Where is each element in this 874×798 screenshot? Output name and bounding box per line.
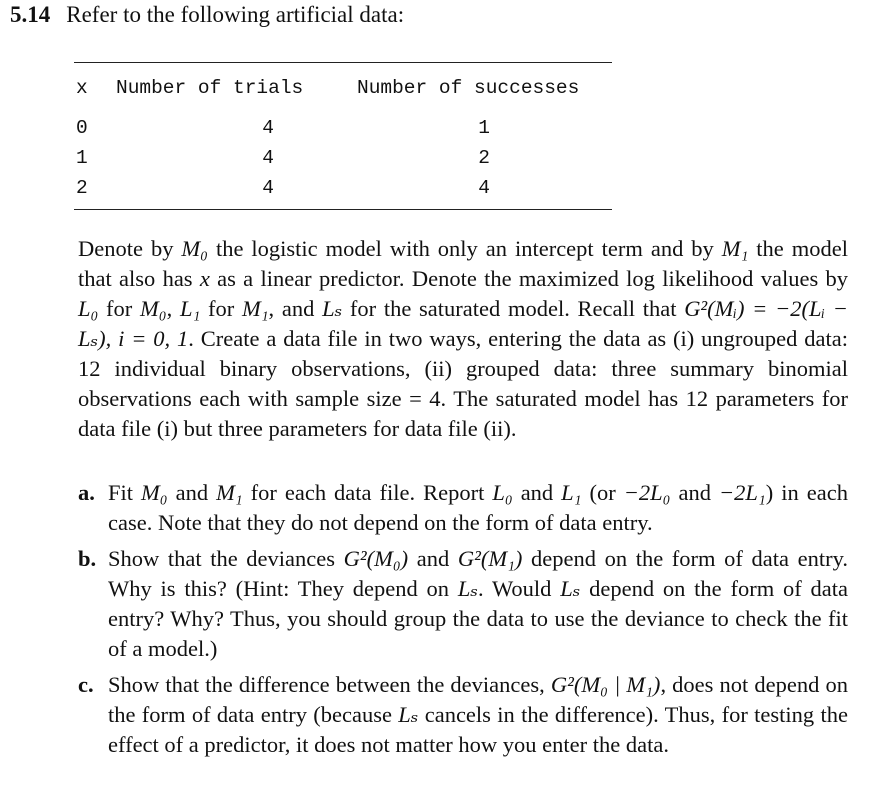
item-label: c. <box>78 672 94 697</box>
table-bottom-rule <box>74 209 612 210</box>
table-row <box>74 143 612 173</box>
col-header-successes: Number of successes <box>357 77 580 99</box>
math-M1: M₁ <box>721 236 749 261</box>
math-M0: M₀ <box>140 296 167 321</box>
question-item-a: a. Fit M₀ and M₁ for each data file. Report L₀ and L₁ (or −2L₀ and −2L₁) in each case. Note that they do not depend on the form of data entry. <box>78 478 848 538</box>
math-M1: M₁ <box>241 296 269 321</box>
math-L0: L₀ <box>78 296 99 321</box>
cell-x: 1 <box>76 147 88 169</box>
math-L1: L₁ <box>179 296 201 321</box>
cell-trials: 4 <box>262 177 274 199</box>
cell-successes: 2 <box>478 147 490 169</box>
table-header-row <box>74 73 612 101</box>
question-items <box>78 478 848 766</box>
table-top-rule <box>74 62 612 63</box>
problem-paragraph: Denote by M₀ the logistic model with only an intercept term and by M₁ the model that also has x as a linear predictor. Denote the maximized log likelihood values by L₀ for M₀, L₁ for M₁, and Lₛ for the saturated model. Recall that G²(Mᵢ) = −2(Lᵢ − Lₛ), i = 0, 1. Create a data file in two ways, entering the data as (i) ungrouped data: 12 individual binary observations, (ii) grouped data: three summary binomial observations each with sample size = 4. The saturated model has 12 parameters for data file (i) but three parameters for data file (ii). <box>78 236 848 441</box>
col-header-x: x <box>76 77 88 99</box>
item-label: a. <box>78 480 95 505</box>
question-item-b: b. Show that the deviances G²(M₀) and G²(M₁) depend on the form of data entry. Why is this? (Hint: They depend on Lₛ. Would Lₛ depend on the form of data entry? Why? Thus, you should group the data to use the deviance to check the fit of a model.) <box>78 544 848 664</box>
math-Ls: Lₛ <box>322 296 343 321</box>
exercise-number: 5.14 <box>10 2 51 27</box>
cell-trials: 4 <box>262 117 274 139</box>
cell-x: 0 <box>76 117 88 139</box>
col-header-trials: Number of trials <box>116 77 304 99</box>
cell-successes: 1 <box>478 117 490 139</box>
cell-x: 2 <box>76 177 88 199</box>
table-row <box>74 173 612 203</box>
data-table <box>74 62 612 210</box>
exercise-heading <box>10 0 404 30</box>
cell-successes: 4 <box>478 177 490 199</box>
question-item-c: c. Show that the difference between the deviances, G²(M₀ | M₁), does not depend on the form of data entry (because Lₛ cancels in the difference). Thus, for testing the effect of a predictor, it does not matter how you enter the data. <box>78 670 848 760</box>
cell-trials: 4 <box>262 147 274 169</box>
math-deviance-formula: G²(Mᵢ) = −2(Lᵢ − Lₛ), i = 0, 1 <box>78 296 848 351</box>
math-x: x <box>199 266 210 291</box>
exercise-title: Refer to the following artificial data: <box>66 2 405 27</box>
item-label: b. <box>78 546 97 571</box>
math-M0: M₀ <box>181 236 208 261</box>
table-row <box>74 113 612 143</box>
